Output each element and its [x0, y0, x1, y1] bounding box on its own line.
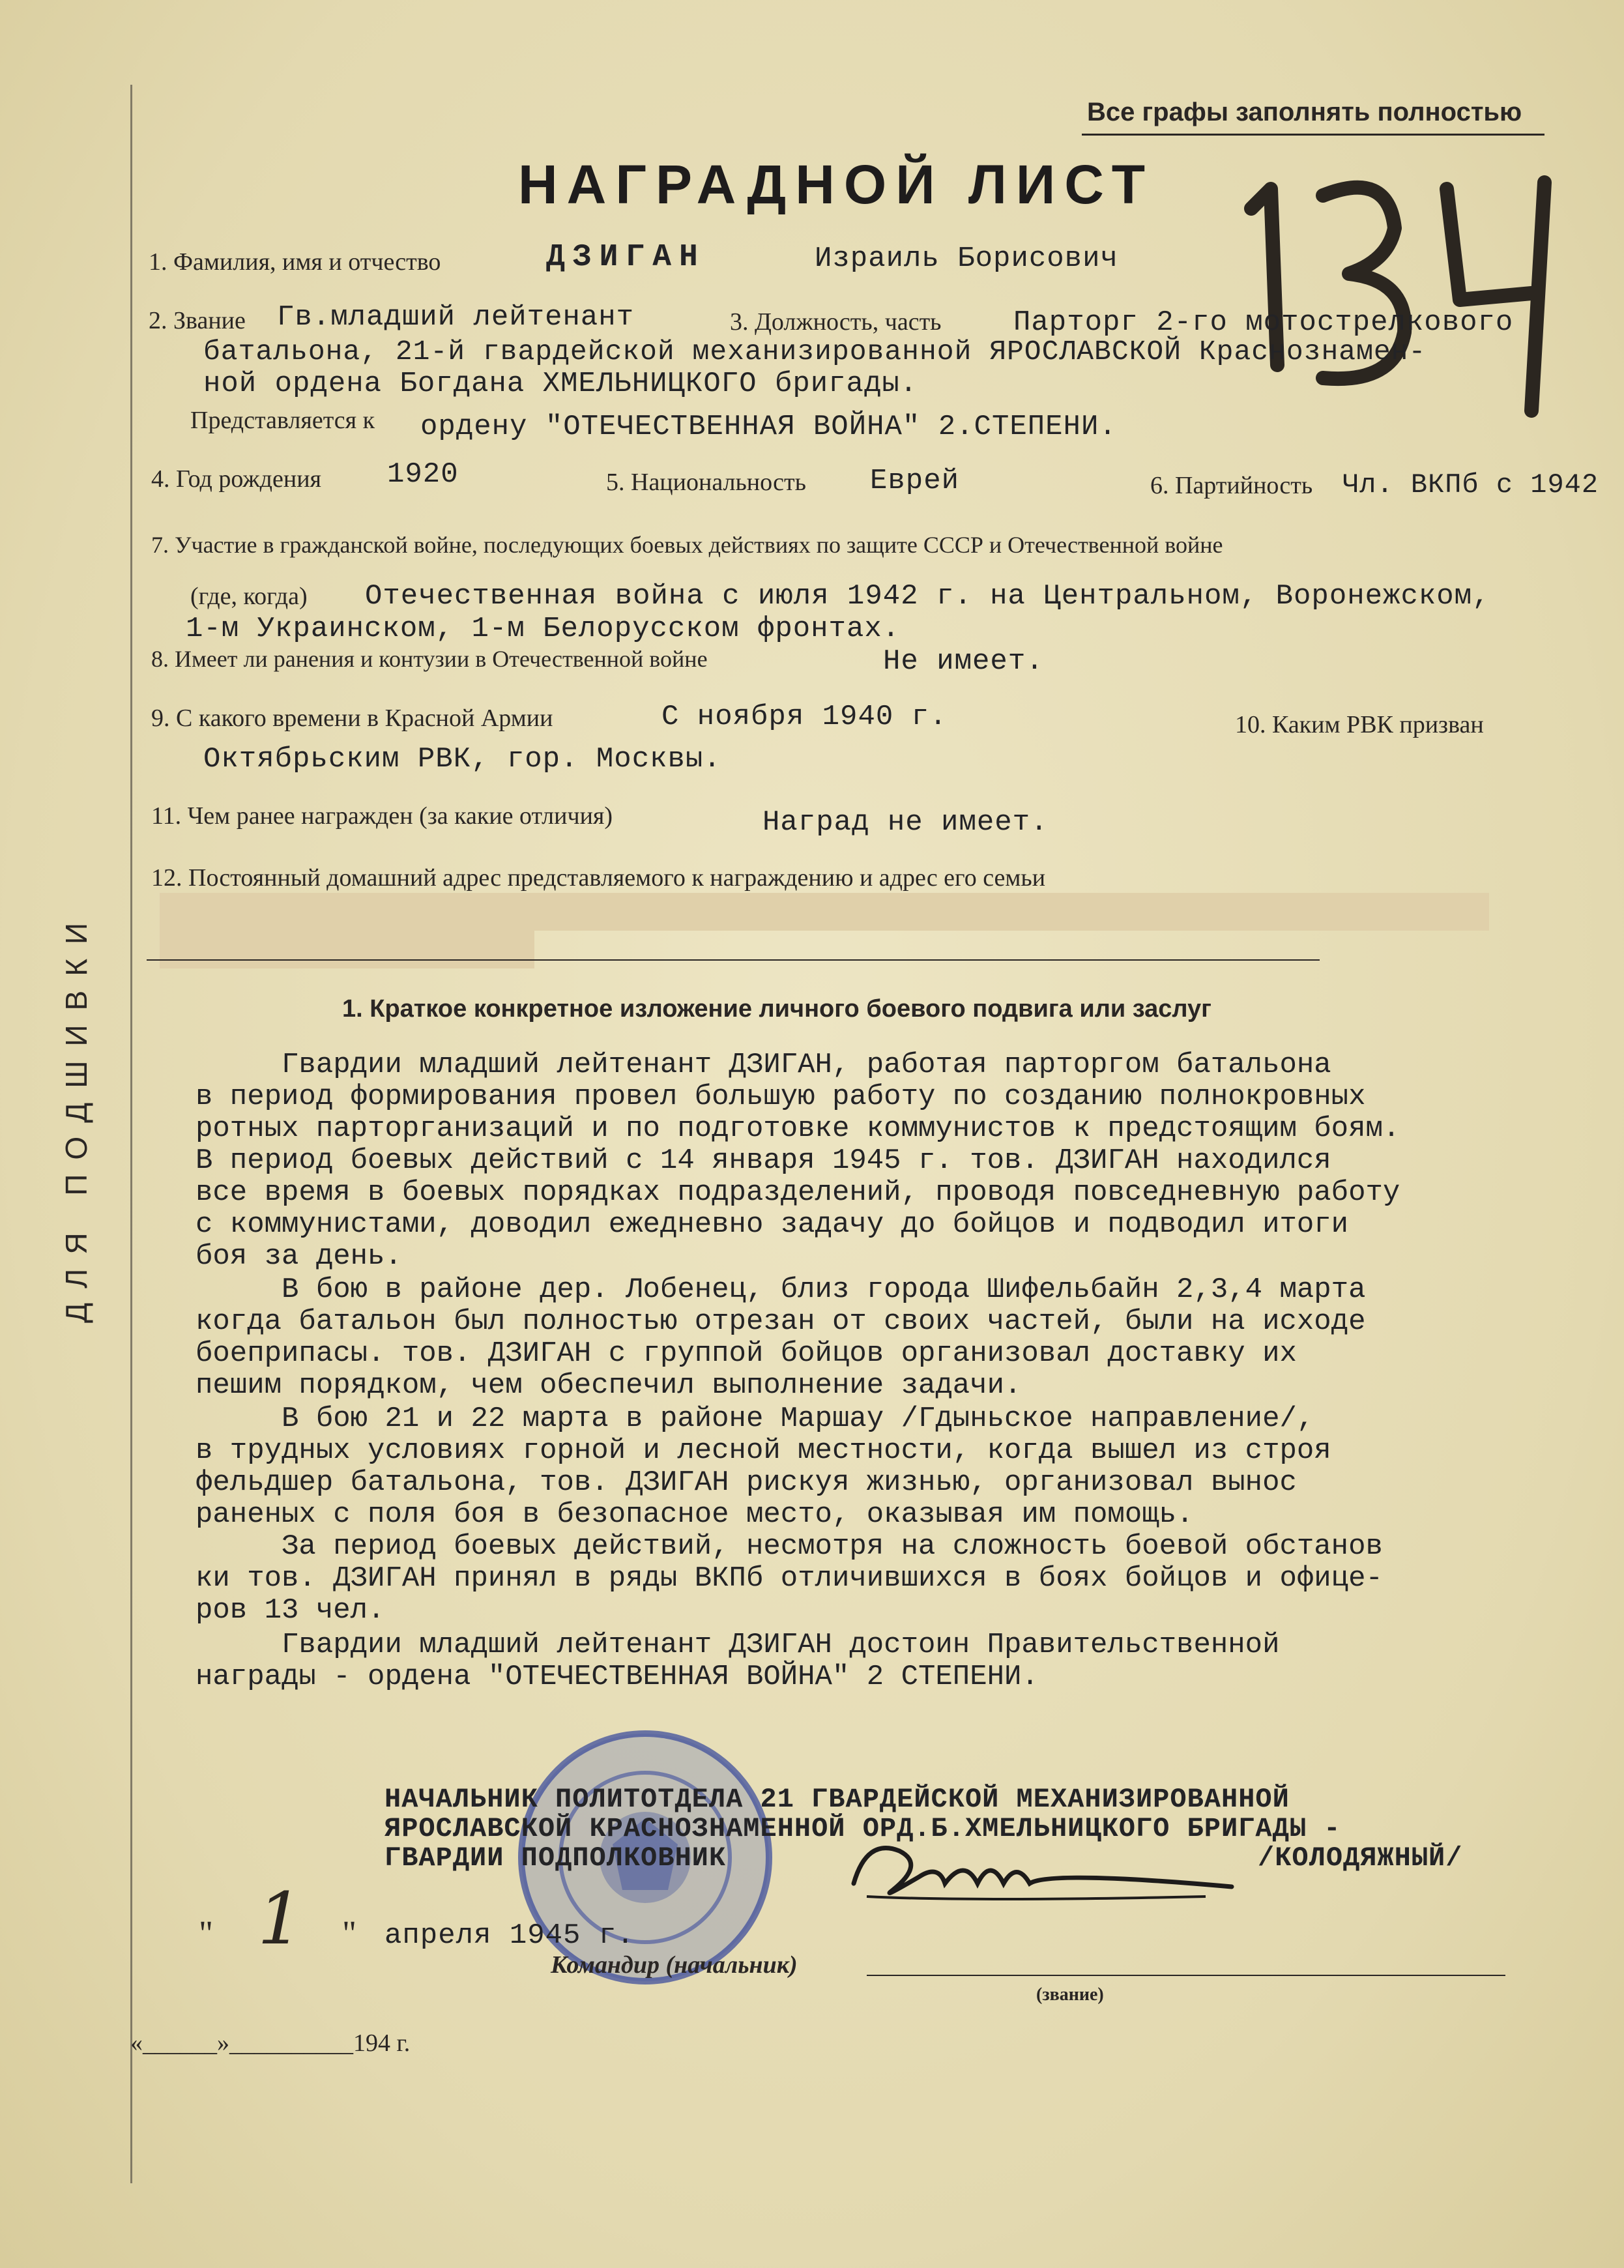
field-9-value: С ноября 1940 г.: [661, 701, 948, 733]
rank-label: (звание): [1036, 1984, 1104, 2005]
bottom-date: «______»__________194 г.: [130, 2029, 411, 2057]
narrative-line: с коммунистами, доводил ежедневно задачу до бойцов и подводил итоги: [196, 1208, 1349, 1241]
field-12-underline: [147, 959, 1320, 961]
date-quote-open: ": [199, 1913, 214, 1953]
field-9-label: 9. С какого времени в Красной Армии: [151, 705, 553, 732]
date-day-handwritten: 1: [257, 1877, 303, 1960]
field-8-label: 8. Имеет ли ранения и контузии в Отечественной войне: [151, 646, 708, 672]
signature-line-2: ЯРОСЛАВСКОЙ КРАСНОЗНАМЕННОЙ ОРД.Б.ХМЕЛЬНИЦКОГО БРИГАДЫ -: [384, 1813, 1341, 1844]
signature-line-1: НАЧАЛЬНИК ПОЛИТОТДЕЛА 21 ГВАРДЕЙСКОЙ МЕХАНИЗИРОВАННОЙ: [384, 1784, 1290, 1815]
narrative-line: все время в боевых порядках подразделений, проводя повседневную работу: [196, 1176, 1400, 1209]
handwritten-number-text: 134: [1225, 150, 1226, 151]
field-6-label: 6. Партийность: [1150, 472, 1313, 499]
narrative-line: раненых с поля боя в безопасное место, оказывая им помощь.: [196, 1498, 1194, 1531]
narrative-line: фельдшер батальона, тов. ДЗИГАН рискуя жизнью, организовал вынос: [196, 1466, 1297, 1499]
field-7-where: (где, когда): [190, 583, 308, 610]
field-11-value: Наград не имеет.: [762, 806, 1049, 839]
field-1-name: Израиль Борисович: [815, 242, 1118, 275]
narrative-line: когда батальон был полностью отрезан от своих частей, были на исходе: [196, 1305, 1366, 1338]
binding-side-text: ДЛЯ ПОДШИВКИ: [59, 908, 93, 1323]
narrative-line: В период боевых действий с 14 января 1945 г. тов. ДЗИГАН находился: [196, 1144, 1331, 1177]
field-5-label: 5. Национальность: [606, 469, 806, 496]
field-3-label: 3. Должность, часть: [730, 308, 942, 336]
narrative-line: В бою 21 и 22 марта в районе Маршау /Гдыньское направление/,: [196, 1403, 1314, 1435]
field-10-value: Октябрьским РВК, гор. Москвы.: [203, 743, 721, 776]
field-7-label: 7. Участие в гражданской войне, последующих боевых действиях по защите СССР и Отечественной войне: [151, 532, 1223, 558]
handwritten-signature: [841, 1825, 1245, 1916]
narrative-line: в трудных условиях горной и лесной местности, когда вышел из строя: [196, 1434, 1331, 1467]
field-7-line-1: Отечественная война с июля 1942 г. на Центральном, Воронежском,: [365, 580, 1490, 613]
redaction-bar-1: [160, 893, 1489, 931]
present-label: Представляется к: [190, 407, 375, 434]
narrative-line: ки тов. ДЗИГАН принял в ряды ВКПб отличившихся в боях бойцов и офице-: [196, 1562, 1383, 1595]
present-value: ордену "ОТЕЧЕСТВЕННАЯ ВОЙНА" 2.СТЕПЕНИ.: [420, 411, 1117, 443]
narrative-line: боеприпасы. тов. ДЗИГАН с группой бойцов организовал доставку их: [196, 1337, 1297, 1370]
section-title: 1. Краткое конкретное изложение личного боевого подвига или заслуг: [342, 995, 1212, 1023]
narrative-line: В бою в районе дер. Лобенец, близ города Шифельбайн 2,3,4 марта: [196, 1273, 1366, 1306]
field-5-value: Еврей: [870, 465, 960, 497]
redaction-bar-2: [160, 931, 534, 968]
narrative-line: За период боевых действий, несмотря на сложность боевой обстанов: [196, 1530, 1383, 1563]
commander-label: Командир (начальник): [551, 1951, 798, 1979]
commander-underline: [867, 1975, 1505, 1976]
field-6-value: Чл. ВКПб с 1942: [1342, 469, 1599, 501]
narrative-line: ров 13 чел.: [196, 1594, 385, 1627]
narrative-line: Гвардии младший лейтенант ДЗИГАН, работая парторгом батальона: [196, 1049, 1331, 1081]
date-rest: апреля 1945 г.: [384, 1919, 635, 1952]
signature-line-3: ГВАРДИИ ПОДПОЛКОВНИК: [384, 1842, 727, 1874]
field-8-value: Не имеет.: [883, 645, 1044, 678]
narrative-line: награды - ордена "ОТЕЧЕСТВЕННАЯ ВОЙНА" 2 СТЕПЕНИ.: [196, 1661, 1039, 1693]
narrative-line: в период формирования провел большую работу по созданию полнокровных: [196, 1081, 1366, 1113]
field-10-label: 10. Каким РВК призван: [1235, 711, 1484, 738]
field-4-label: 4. Год рождения: [151, 465, 322, 493]
narrative-line: ротных парторганизаций и по подготовке коммунистов к предстоящим боям.: [196, 1112, 1400, 1145]
handwritten-number-134: [1225, 150, 1590, 437]
field-12-label: 12. Постоянный домашний адрес представляемого к награждению и адрес его семьи: [151, 864, 1046, 892]
field-1-label: 1. Фамилия, имя и отчество: [149, 248, 441, 276]
date-quote-close: ": [342, 1913, 357, 1953]
field-3-line-2: батальона, 21-й гвардейской механизированной ЯРОСЛАВСКОЙ Краснознамен-: [203, 336, 1427, 368]
binding-margin-line: [130, 85, 132, 2183]
signer-name: /КОЛОДЯЖНЫЙ/: [1258, 1842, 1463, 1874]
narrative-line: Гвардии младший лейтенант ДЗИГАН достоин Правительственной: [196, 1629, 1280, 1661]
field-4-value: 1920: [387, 458, 459, 491]
field-2-label: 2. Звание: [149, 307, 246, 334]
field-3-line-3: ной ордена Богдана ХМЕЛЬНИЦКОГО бригады.: [203, 368, 918, 400]
narrative-line: пешим порядком, чем обеспечил выполнение задачи.: [196, 1369, 1022, 1402]
field-11-label: 11. Чем ранее награжден (за какие отличия): [151, 802, 613, 830]
field-7-line-2: 1-м Украинском, 1-м Белорусском фронтах.: [186, 613, 901, 645]
page-title: НАГРАДНОЙ ЛИСТ: [518, 154, 1155, 215]
field-2-value: Гв.младший лейтенант: [277, 301, 635, 334]
field-1-surname: ДЗИГАН: [546, 240, 706, 275]
narrative-line: боя за день.: [196, 1240, 402, 1273]
field-3-line-1: Парторг 2-го мотострелкового: [1013, 306, 1514, 339]
fill-instruction: Все графы заполнять полностью: [1087, 98, 1522, 126]
header-underline: [1082, 134, 1544, 136]
